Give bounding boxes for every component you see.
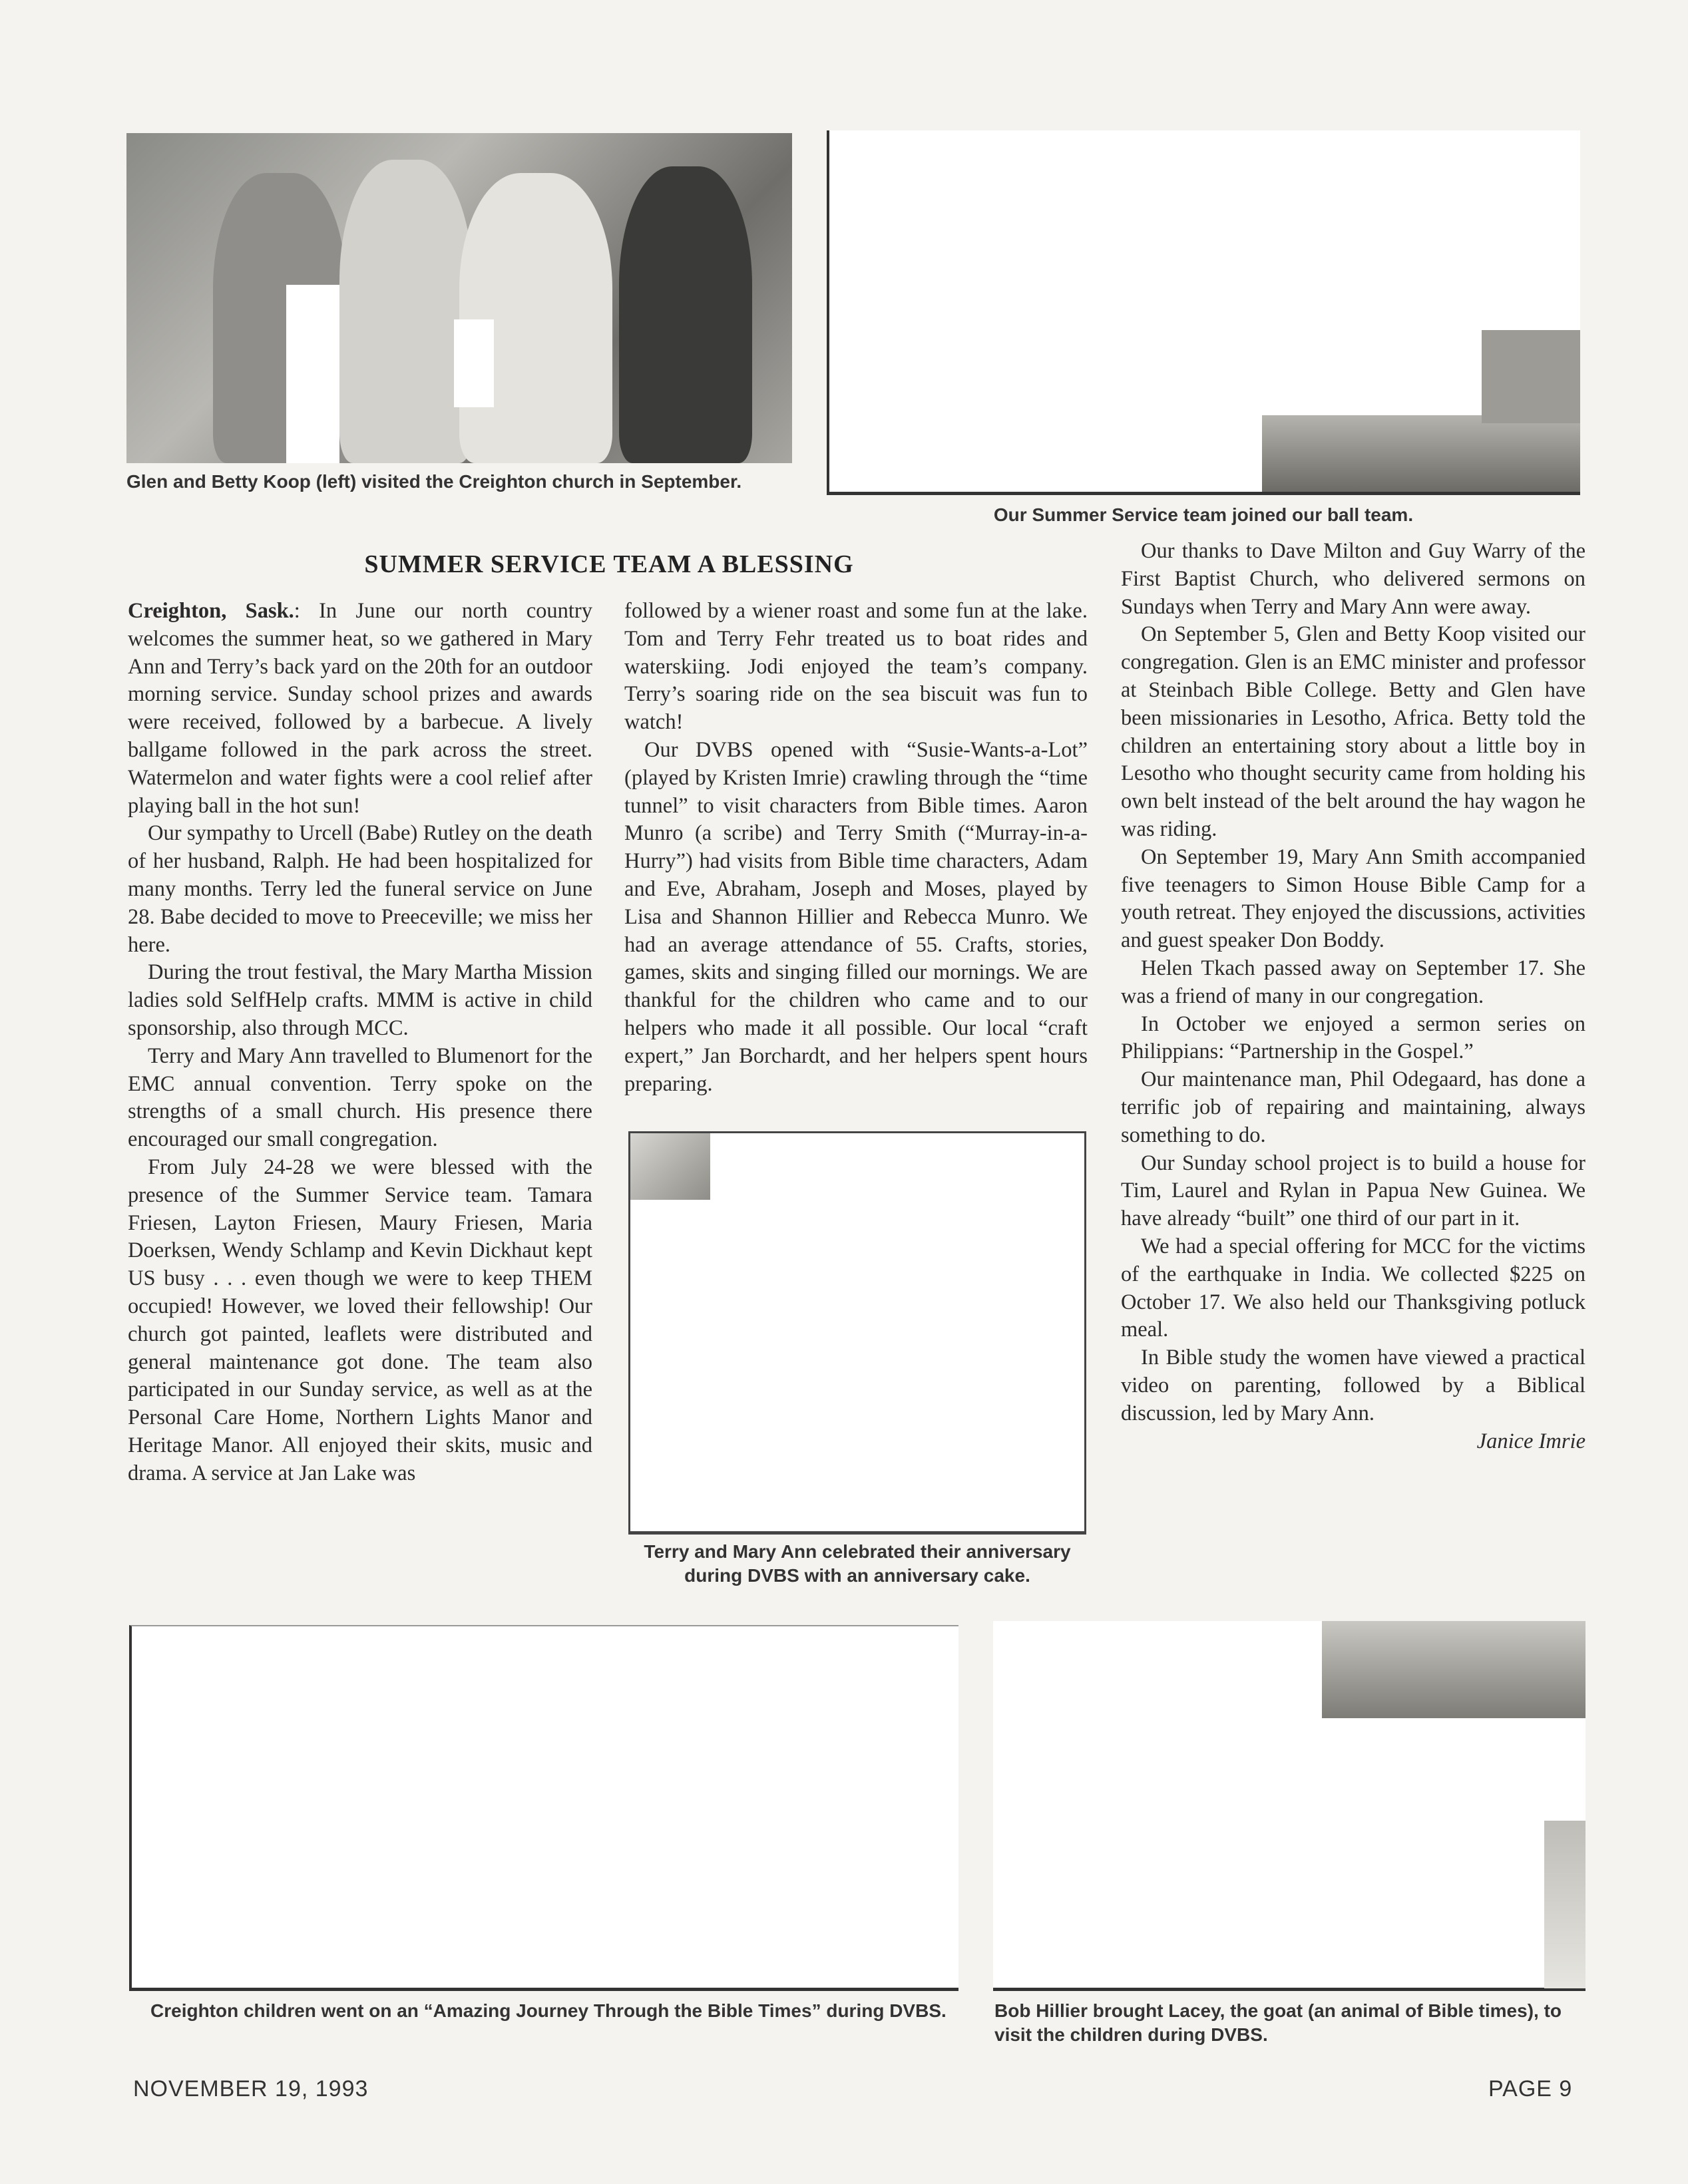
ballteam-photo	[827, 130, 1580, 495]
paragraph: During the trout festival, the Mary Martha Mission ladies sold SelfHelp crafts. MMM is active in child sponsorship, also through MCC.	[128, 960, 592, 1040]
children-photo	[129, 1625, 958, 1991]
article-headline: SUMMER SERVICE TEAM A BLESSING	[364, 550, 854, 578]
paragraph: From July 24-28 we were blessed with the presence of the Summer Service team. Tamara Friesen, Layton Friesen, Maury Friesen, Maria Doerksen, Wendy Schlamp and Kevin Dickhaut kept US busy . . . even though we were to keep THEM occupied! However, we loved their fellowship! Our church got painted, leaflets were distributed and general maintenance got done. The team also participated in our Sunday service, as well as at the Personal Care Home, Northern Lights Manor and Heritage Manor. All enjoyed their skits, music and drama. A service at Jan Lake was	[128, 1155, 592, 1485]
photo-redaction	[286, 285, 339, 463]
paragraph: Helen Tkach passed away on September 17. She was a friend of many in our congregation.	[1121, 956, 1585, 1008]
paragraph-text: : In June our north country welcomes the summer heat, so we gathered in Mary Ann and Terry’s back yard on the 20th for an outdoor morning service. Sunday school prizes and awards were received, followed by a barbecue. A lively ballgame followed in the park across the street. Watermelon and water fights were a cool relief after playing ball in the hot sun!	[128, 599, 592, 818]
paragraph: On September 5, Glen and Betty Koop visited our congregation. Glen is an EMC minister and professor at Steinbach Bible College. Betty and Glen have been missionaries in Lesotho, Africa. Betty told the children an entertaining story about a little boy in Lesotho who thought security came from holding his own belt instead of the belt around the hay wagon he was riding.	[1121, 622, 1585, 841]
article-column-1	[128, 598, 592, 1488]
photo-scene	[1262, 415, 1580, 492]
photo-scene	[630, 1133, 710, 1200]
footer-page-number: PAGE 9	[1488, 2076, 1573, 2101]
paragraph: In Bible study the women have viewed a practical video on parenting, followed by a Biblical discussion, led by Mary Ann.	[1121, 1346, 1585, 1425]
paragraph	[128, 598, 592, 820]
paragraph: Terry and Mary Ann travelled to Blumenort for the EMC annual convention. Terry spoke on the strengths of a small church. His presence there encouraged our small congregation.	[128, 1043, 592, 1152]
dateline-place: Creighton, Sask.	[128, 599, 294, 623]
photo-person	[339, 160, 473, 463]
ballteam-caption: Our Summer Service team joined our ball team.	[993, 504, 1414, 525]
goat-photo	[993, 1621, 1585, 1991]
footer-date: NOVEMBER 19, 1993	[133, 2076, 369, 2101]
paragraph: Our Sunday school project is to build a house for Tim, Laurel and Rylan in Papua New Guinea. We have already “built” one third of our part in it.	[1121, 1151, 1585, 1231]
photo-redaction	[454, 319, 494, 407]
anniversary-photo	[628, 1131, 1086, 1535]
paragraph: Our DVBS opened with “Susie-Wants-a-Lot” (played by Kristen Imrie) crawling through the “time tunnel” to visit characters from Bible times. Aaron Munro (a scribe) and Terry Smith (“Murray-in-a-Hurry”) had visits from Bible time characters, Adam and Eve, Abraham, Joseph and Moses, played by Lisa and Shannon Hillier and Rebecca Munro. We had an average attendance of 55. Crafts, stories, games, skits and singing filled our mornings. We are thankful for the children who came and to our helpers who made it all possible. Our local “craft expert,” Jan Borchardt, and her helpers spent hours preparing.	[624, 737, 1088, 1096]
koop-caption: Glen and Betty Koop (left) visited the Creighton church in September.	[126, 471, 742, 492]
author-signature: Janice Imrie	[1476, 1429, 1585, 1453]
article-column-2	[624, 598, 1088, 1098]
paragraph: Our sympathy to Urcell (Babe) Rutley on the death of her husband, Ralph. He had been hospitalized for many months. Terry led the funeral service on June 28. Babe decided to move to Preeceville; we miss her here.	[128, 821, 592, 957]
photo-scene	[1544, 1821, 1585, 1988]
photo-person	[619, 166, 752, 463]
koop-photo	[126, 133, 792, 463]
photo-scene	[1322, 1621, 1585, 1718]
paragraph: Our thanks to Dave Milton and Guy Warry of the First Baptist Church, who delivered sermons on Sundays when Terry and Mary Ann were away.	[1121, 539, 1585, 619]
paragraph: followed by a wiener roast and some fun at the lake. Tom and Terry Fehr treated us to boat rides and waterskiing. Jodi enjoyed the team’s company. Terry’s soaring ride on the sea biscuit was fun to watch!	[624, 599, 1088, 735]
paragraph: In October we enjoyed a sermon series on Philippians: “Partnership in the Gospel.”	[1121, 1011, 1585, 1064]
photo-scene	[1482, 330, 1580, 423]
paragraph: Our maintenance man, Phil Odegaard, has done a terrific job of repairing and maintaining, always something to do.	[1121, 1067, 1585, 1147]
anniversary-caption: Terry and Mary Ann celebrated their anniversary during DVBS with an anniversary cake.	[644, 1541, 1071, 1586]
children-caption: Creighton children went on an “Amazing Journey Through the Bible Times” during DVBS.	[150, 2000, 947, 2021]
paragraph: On September 19, Mary Ann Smith accompanied five teenagers to Simon House Bible Camp for a youth retreat. They enjoyed the discussions, activities and guest speaker Don Boddy.	[1121, 844, 1585, 953]
photo-person	[459, 173, 612, 463]
paragraph: We had a special offering for MCC for the victims of the earthquake in India. We collected $225 on October 17. We also held our Thanksgiving potluck meal.	[1121, 1234, 1585, 1342]
article-column-3	[1121, 538, 1585, 1455]
goat-caption: Bob Hillier brought Lacey, the goat (an animal of Bible times), to visit the children during DVBS.	[994, 2000, 1562, 2045]
